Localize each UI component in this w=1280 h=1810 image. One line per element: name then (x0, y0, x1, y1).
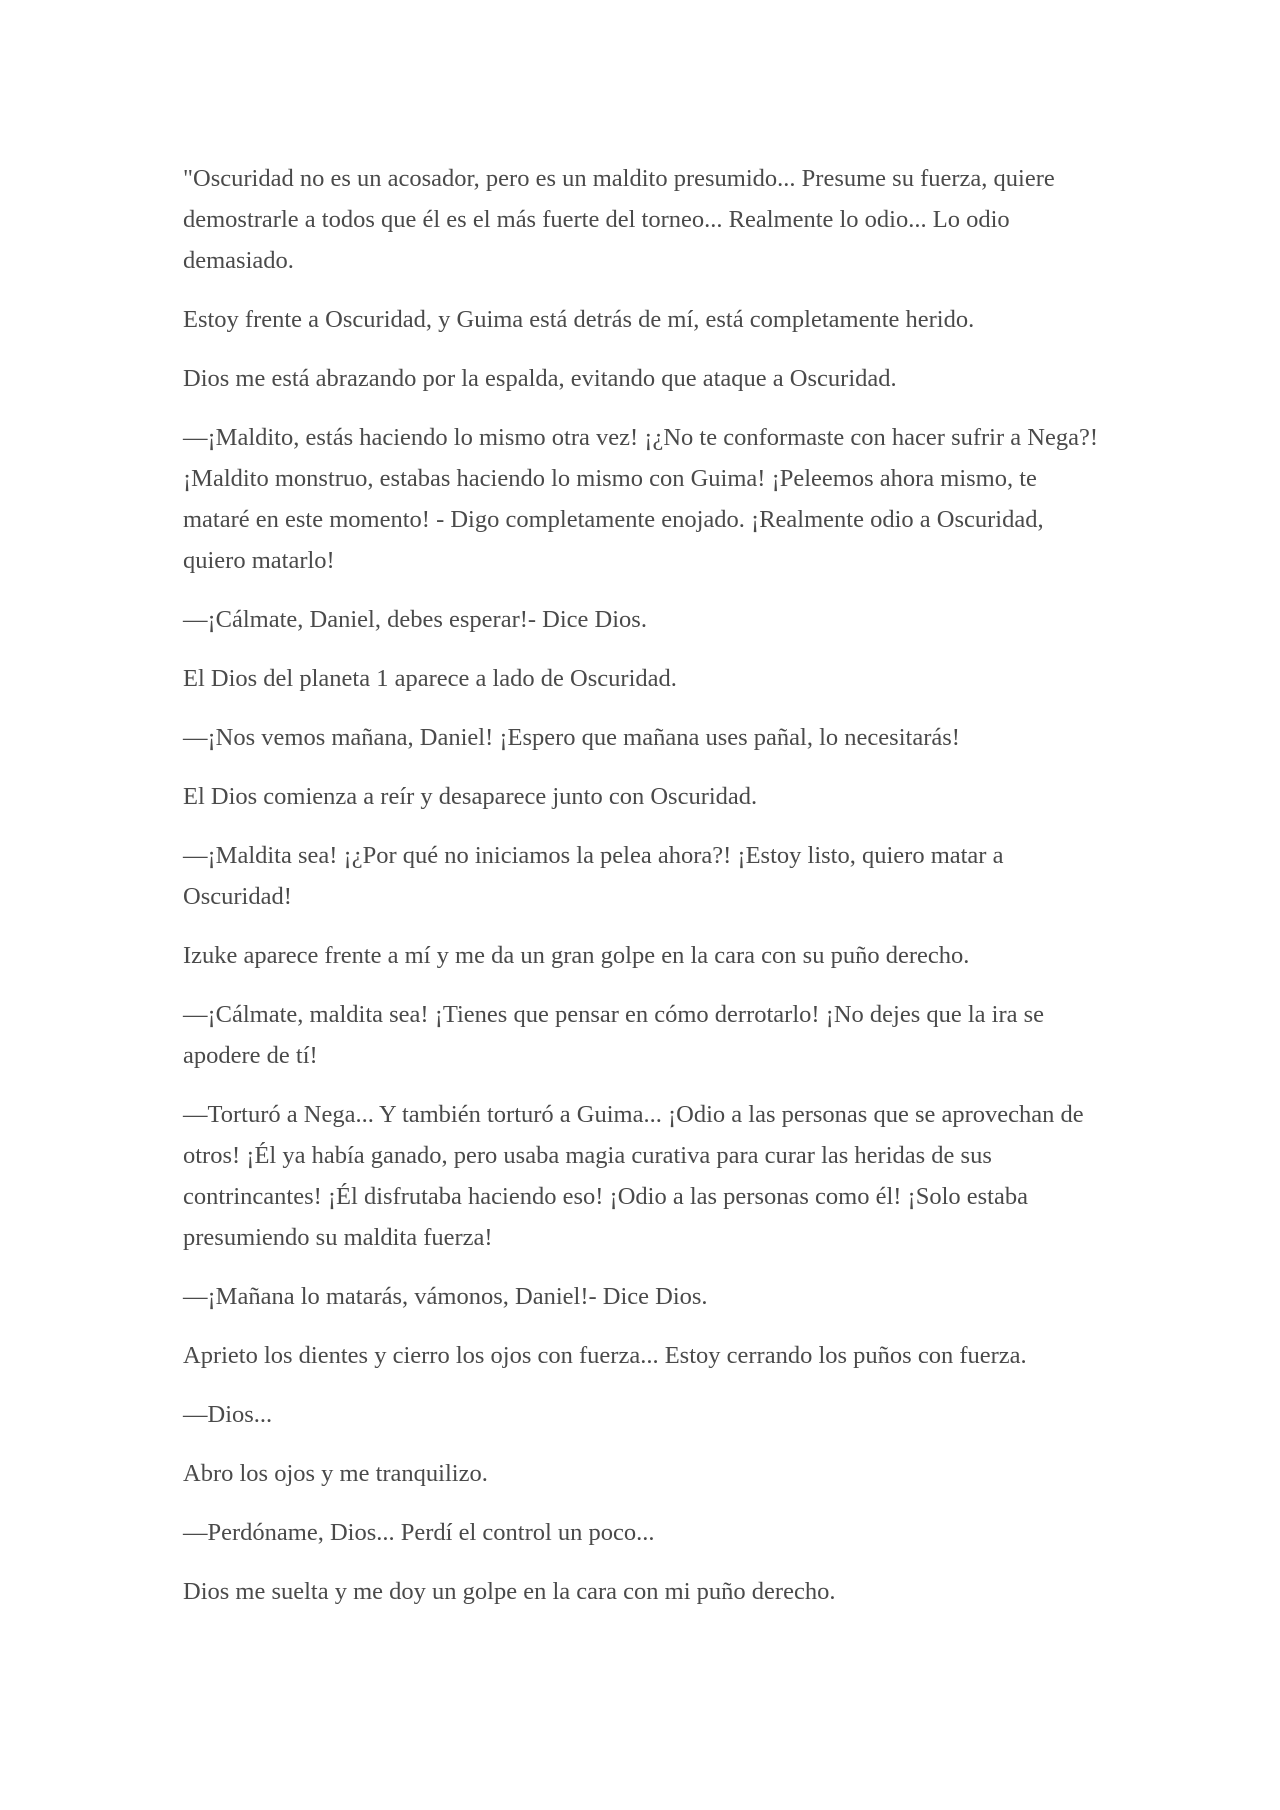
paragraph: —¡Mañana lo matarás, vámonos, Daniel!- Dice Dios. (183, 1283, 708, 1310)
paragraph: "Oscuridad no es un acosador, pero es un maldito presumido... Presume su fuerza, quiere demostrarle a todos que él es el más fuerte del torneo... Realmente lo odio... Lo odio demasiado. (183, 165, 1055, 274)
paragraph: El Dios del planeta 1 aparece a lado de Oscuridad. (183, 665, 677, 692)
paragraph: —Dios... (183, 1401, 273, 1428)
paragraph: Aprieto los dientes y cierro los ojos con fuerza... Estoy cerrando los puños con fuerza. (183, 1342, 1027, 1369)
paragraph: —Torturó a Nega... Y también torturó a Guima... ¡Odio a las personas que se aprovechan de otros! ¡Él ya había ganado, pero usaba magia curativa para curar las heridas de sus contrincantes! ¡Él disfrutaba haciendo eso! ¡Odio a las personas como él! ¡Solo estaba presumiendo su maldita fuerza! (183, 1101, 1084, 1251)
paragraph: —¡Maldito, estás haciendo lo mismo otra vez! ¡¿No te conformaste con hacer sufrir a Nega?! ¡Maldito monstruo, estabas haciendo lo mismo con Guima! ¡Peleemos ahora mismo, te mataré en este momento! - Digo completamente enojado. ¡Realmente odio a Oscuridad, quiero matarlo! (183, 424, 1098, 574)
paragraph: El Dios comienza a reír y desaparece junto con Oscuridad. (183, 783, 758, 810)
paragraph: Izuke aparece frente a mí y me da un gran golpe en la cara con su puño derecho. (183, 942, 970, 969)
paragraph: —¡Cálmate, Daniel, debes esperar!- Dice Dios. (183, 606, 647, 633)
paragraph: Dios me está abrazando por la espalda, evitando que ataque a Oscuridad. (183, 365, 897, 392)
paragraph: —¡Maldita sea! ¡¿Por qué no iniciamos la pelea ahora?! ¡Estoy listo, quiero matar a Oscuridad! (183, 842, 1004, 910)
paragraph: —Perdóname, Dios... Perdí el control un poco... (183, 1519, 655, 1546)
paragraph: Abro los ojos y me tranquilizo. (183, 1460, 488, 1487)
paragraph: —¡Cálmate, maldita sea! ¡Tienes que pensar en cómo derrotarlo! ¡No dejes que la ira se apodere de tí! (183, 1001, 1045, 1069)
paragraph: —¡Nos vemos mañana, Daniel! ¡Espero que mañana uses pañal, lo necesitarás! (183, 724, 960, 751)
paragraph: Estoy frente a Oscuridad, y Guima está detrás de mí, está completamente herido. (183, 306, 975, 333)
paragraph: Dios me suelta y me doy un golpe en la cara con mi puño derecho. (183, 1578, 836, 1605)
document-page (183, 158, 1098, 1630)
